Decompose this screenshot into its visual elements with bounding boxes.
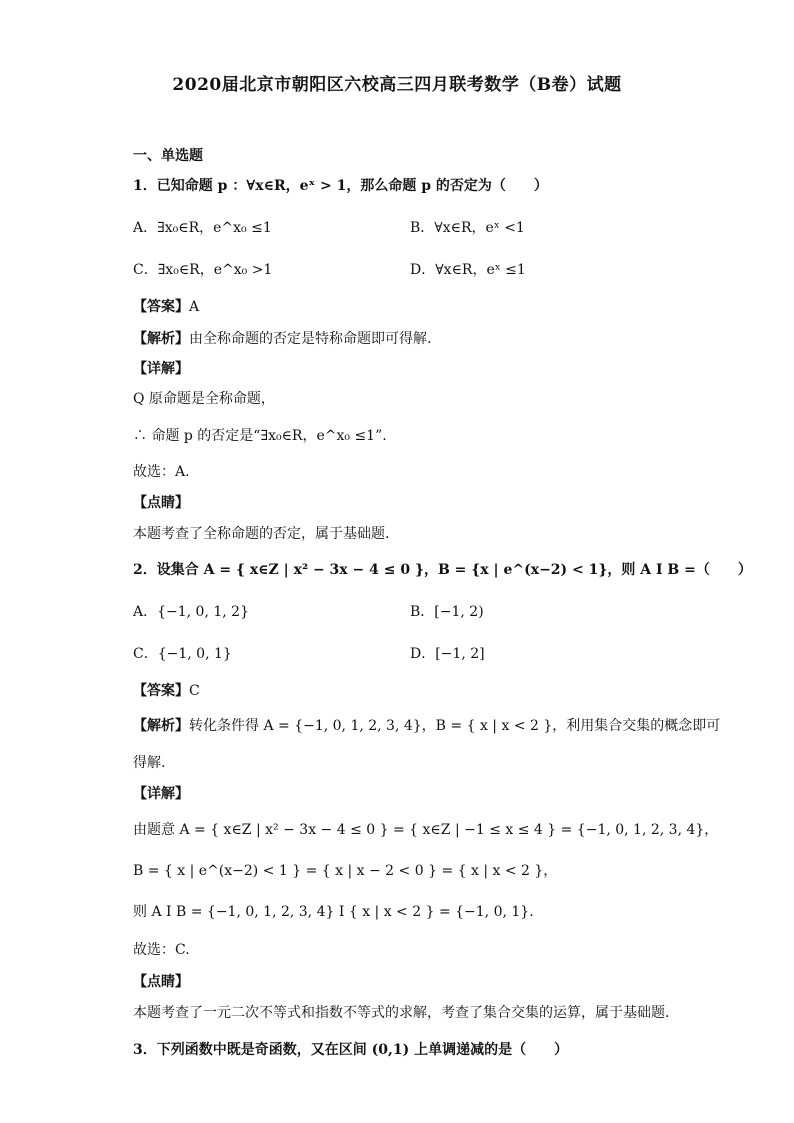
q2-detail-line-1: 由题意 A = { x∈Z | x² − 3x − 4 ≤ 0 } = { x∈Z | −1 ≤ x ≤ 4 } = {−1, 0, 1, 2, 3, 4}，	[133, 822, 719, 838]
q1-option-b: B．∀x∈R，eˣ <1	[410, 220, 525, 236]
q1-comment-tag: 【点睛】	[133, 495, 189, 511]
q2-comment: 本题考查了一元二次不等式和指数不等式的求解，考查了集合交集的运算，属于基础题.	[133, 1005, 670, 1021]
q2-detail-line-4: 故选：C.	[133, 942, 190, 958]
q2-detail-line-2: B = { x | e^(x−2) < 1 } = { x | x − 2 < 0 } = { x | x < 2 }，	[133, 863, 558, 879]
q1-detail-tag: 【详解】	[133, 361, 189, 377]
q1-comment: 本题考查了全称命题的否定，属于基础题.	[133, 526, 390, 542]
analysis-tag: 【解析】	[133, 718, 189, 734]
q3-stem: 3．下列函数中既是奇函数，又在区间 (0,1) 上单调递减的是（ ）	[133, 1042, 569, 1058]
analysis-tag: 【解析】	[133, 331, 189, 347]
q1-detail-line-3: 故选：A.	[133, 464, 190, 480]
answer-tag: 【答案】	[133, 683, 189, 699]
q2-detail-line-3: 则 A I B = {−1, 0, 1, 2, 3, 4} I { x | x < 2 } = {−1, 0, 1}.	[133, 904, 534, 920]
q2-comment-tag: 【点睛】	[133, 974, 189, 990]
q2-analysis-line-2: 得解.	[133, 755, 166, 771]
answer-value: A	[189, 299, 200, 315]
q2-option-b: B．[−1, 2)	[410, 604, 484, 620]
section-heading: 一、单选题	[133, 148, 203, 164]
q1-option-d: D．∀x∈R，eˣ ≤1	[410, 262, 526, 278]
q1-option-a: A．∃x₀∈R，e^x₀ ≤1	[133, 220, 272, 236]
answer-tag: 【答案】	[133, 299, 189, 315]
q2-option-d: D．[−1, 2]	[410, 646, 485, 662]
q2-option-c: C．{−1, 0, 1}	[133, 646, 232, 662]
q2-option-a: A．{−1, 0, 1, 2}	[133, 604, 249, 620]
q2-stem: 2．设集合 A = { x∈Z | x² − 3x − 4 ≤ 0 }，B = {x | e^(x−2) < 1}，则 A I B =（ ）	[133, 562, 752, 578]
analysis-text: 由全称命题的否定是特称命题即可得解.	[189, 331, 432, 347]
analysis-text: 转化条件得 A = {−1, 0, 1, 2, 3, 4}，B = { x | x < 2 }，利用集合交集的概念即可	[189, 718, 721, 734]
q2-analysis-line-1	[133, 716, 720, 736]
answer-value: C	[189, 683, 200, 699]
q1-option-c: C．∃x₀∈R，e^x₀ >1	[133, 262, 273, 278]
q1-detail-line-2: ∴ 命题 p 的否定是“∃x₀∈R，e^x₀ ≤1”.	[133, 428, 387, 444]
q1-answer	[133, 297, 199, 317]
q2-detail-tag: 【详解】	[133, 786, 189, 802]
q1-analysis	[133, 329, 431, 349]
q1-stem: 1．已知命题 p ：∀x∈R，eˣ > 1，那么命题 p 的否定为（ ）	[133, 178, 548, 194]
q1-detail-line-1: Q 原命题是全称命题，	[133, 391, 275, 407]
q2-answer	[133, 681, 200, 701]
page-title: 2020届北京市朝阳区六校高三四月联考数学（B卷）试题	[172, 75, 622, 95]
